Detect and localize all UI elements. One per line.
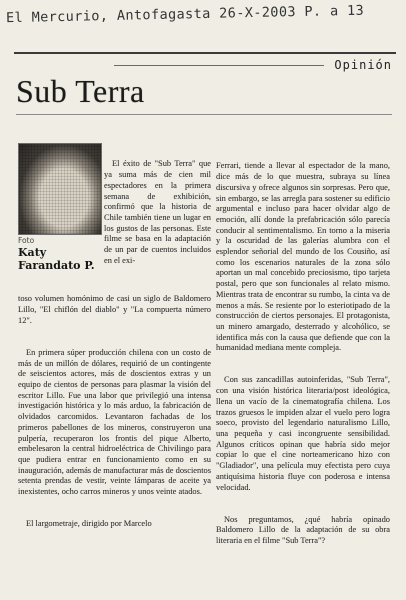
author-first-name: Katy	[18, 246, 47, 259]
paragraph: toso volumen homónimo de casi un siglo de Baldomero Lillo, "El chiflón del diablo" y "La compuerta número 12".	[18, 294, 214, 325]
headline-rule	[16, 114, 392, 115]
paragraph: En primera súper producción chilena con un costo de más de un millón de dólares, requirió de un contingente de seiscientos actores, más de doscientos extras y un equipo de cientos de personas para plasmar la visión del escritor Lillo. Fue una labor que privilegió una intensa investigación histórica y lo más arduo, la fabricación de olvidados carcomidos. Levantaron fachadas de los primeros pabellones de los mineros, construyeron una pulpería, recuperaron los frontis del pique Alberto, embelesaron la central hidroeléctrica de Chivilingo para que pudiera entrar en funcionamiento como en su inauguración, además de manufacturar más de doscientos setenta prendas de vestir, veinte lámparas de aceite ya inexistentes, ocho carros mineros y unos veinte atados.	[18, 347, 214, 497]
paragraph: El éxito de "Sub Terra" que ya suma más de cien mil espectadores en la primera semana de exhibición, confirmó que la historia de Chile también tiene un lugar en los gustos de las personas. Este filme se basa en la adaptación de un par de cuentos incluidos en el exi-	[104, 159, 214, 265]
author-photo	[18, 143, 102, 235]
column-1-top	[104, 138, 214, 288]
column-1-bottom	[18, 273, 214, 551]
author-last-name: Farandato P.	[18, 259, 95, 272]
handwritten-source-note: El Mercurio, Antofagasta 26-X-2003 P. a 13	[5, 2, 365, 27]
paragraph: Con sus zancadillas autoinferidas, "Sub Terra", con una visión histórica literaria/post ideológica, llena un vacío de la cinematografía chilena. Los trazos gruesos le impiden alzar el vuelo pero logra soeco, provisto del legendario naturalismo Lillo, una pequeña y casi incongruente sensibilidad. Algunos críticos opinan que habría sido mejor copiar lo que el cine norteamericano hizo con "Gladiador", una película muy efectista pero cuya antiquísima historia fluye con poderosa e intensa velocidad.	[216, 375, 393, 492]
photo-credit: Foto	[18, 236, 35, 245]
top-rule	[14, 52, 396, 54]
paragraph: Ferrari, tiende a llevar al espectador de la mano, dice más de lo que muestra, subraya su línea discursiva y ofrece algunos sin sorpresas. Pero que, sin embargo, se las arregla para sostener su edificio argumental e incluso para hacer olvidar algo de emoción, allí donde la prefabricación sólo parecía conducir al sentimentalismo. En torno a la miseria y la oscuridad de las galerías alumbra con el esplendor señorial del mundo de los Cousiño, así como los escenarios naturales de la zona sólo aportan un mal concebido preciosismo, tipo tarjeta postal, pero que son funcionales al relato mismo. Mientras trata de encontrar su rumbo, la cinta va de menos a más. Se resiente por lo esteriotipado de la construcción de ciertos personajes. El protagonista, un minero amargado, desterrado y alcohólico, se identifica más con la causa que defiende que con la humanidad mediana mente compleja.	[216, 161, 393, 353]
paragraph: El largometraje, dirigido por Marcelo	[26, 519, 152, 529]
column-2	[216, 140, 393, 568]
author-byline	[18, 246, 108, 272]
article-headline: Sub Terra	[16, 73, 145, 109]
paragraph: Nos preguntamos, ¿qué habría opinado Baldomero Lillo de la adaptación de su obra literaria en el filme "Sub Terra"?	[216, 514, 393, 546]
section-label: Opinión	[334, 58, 392, 72]
